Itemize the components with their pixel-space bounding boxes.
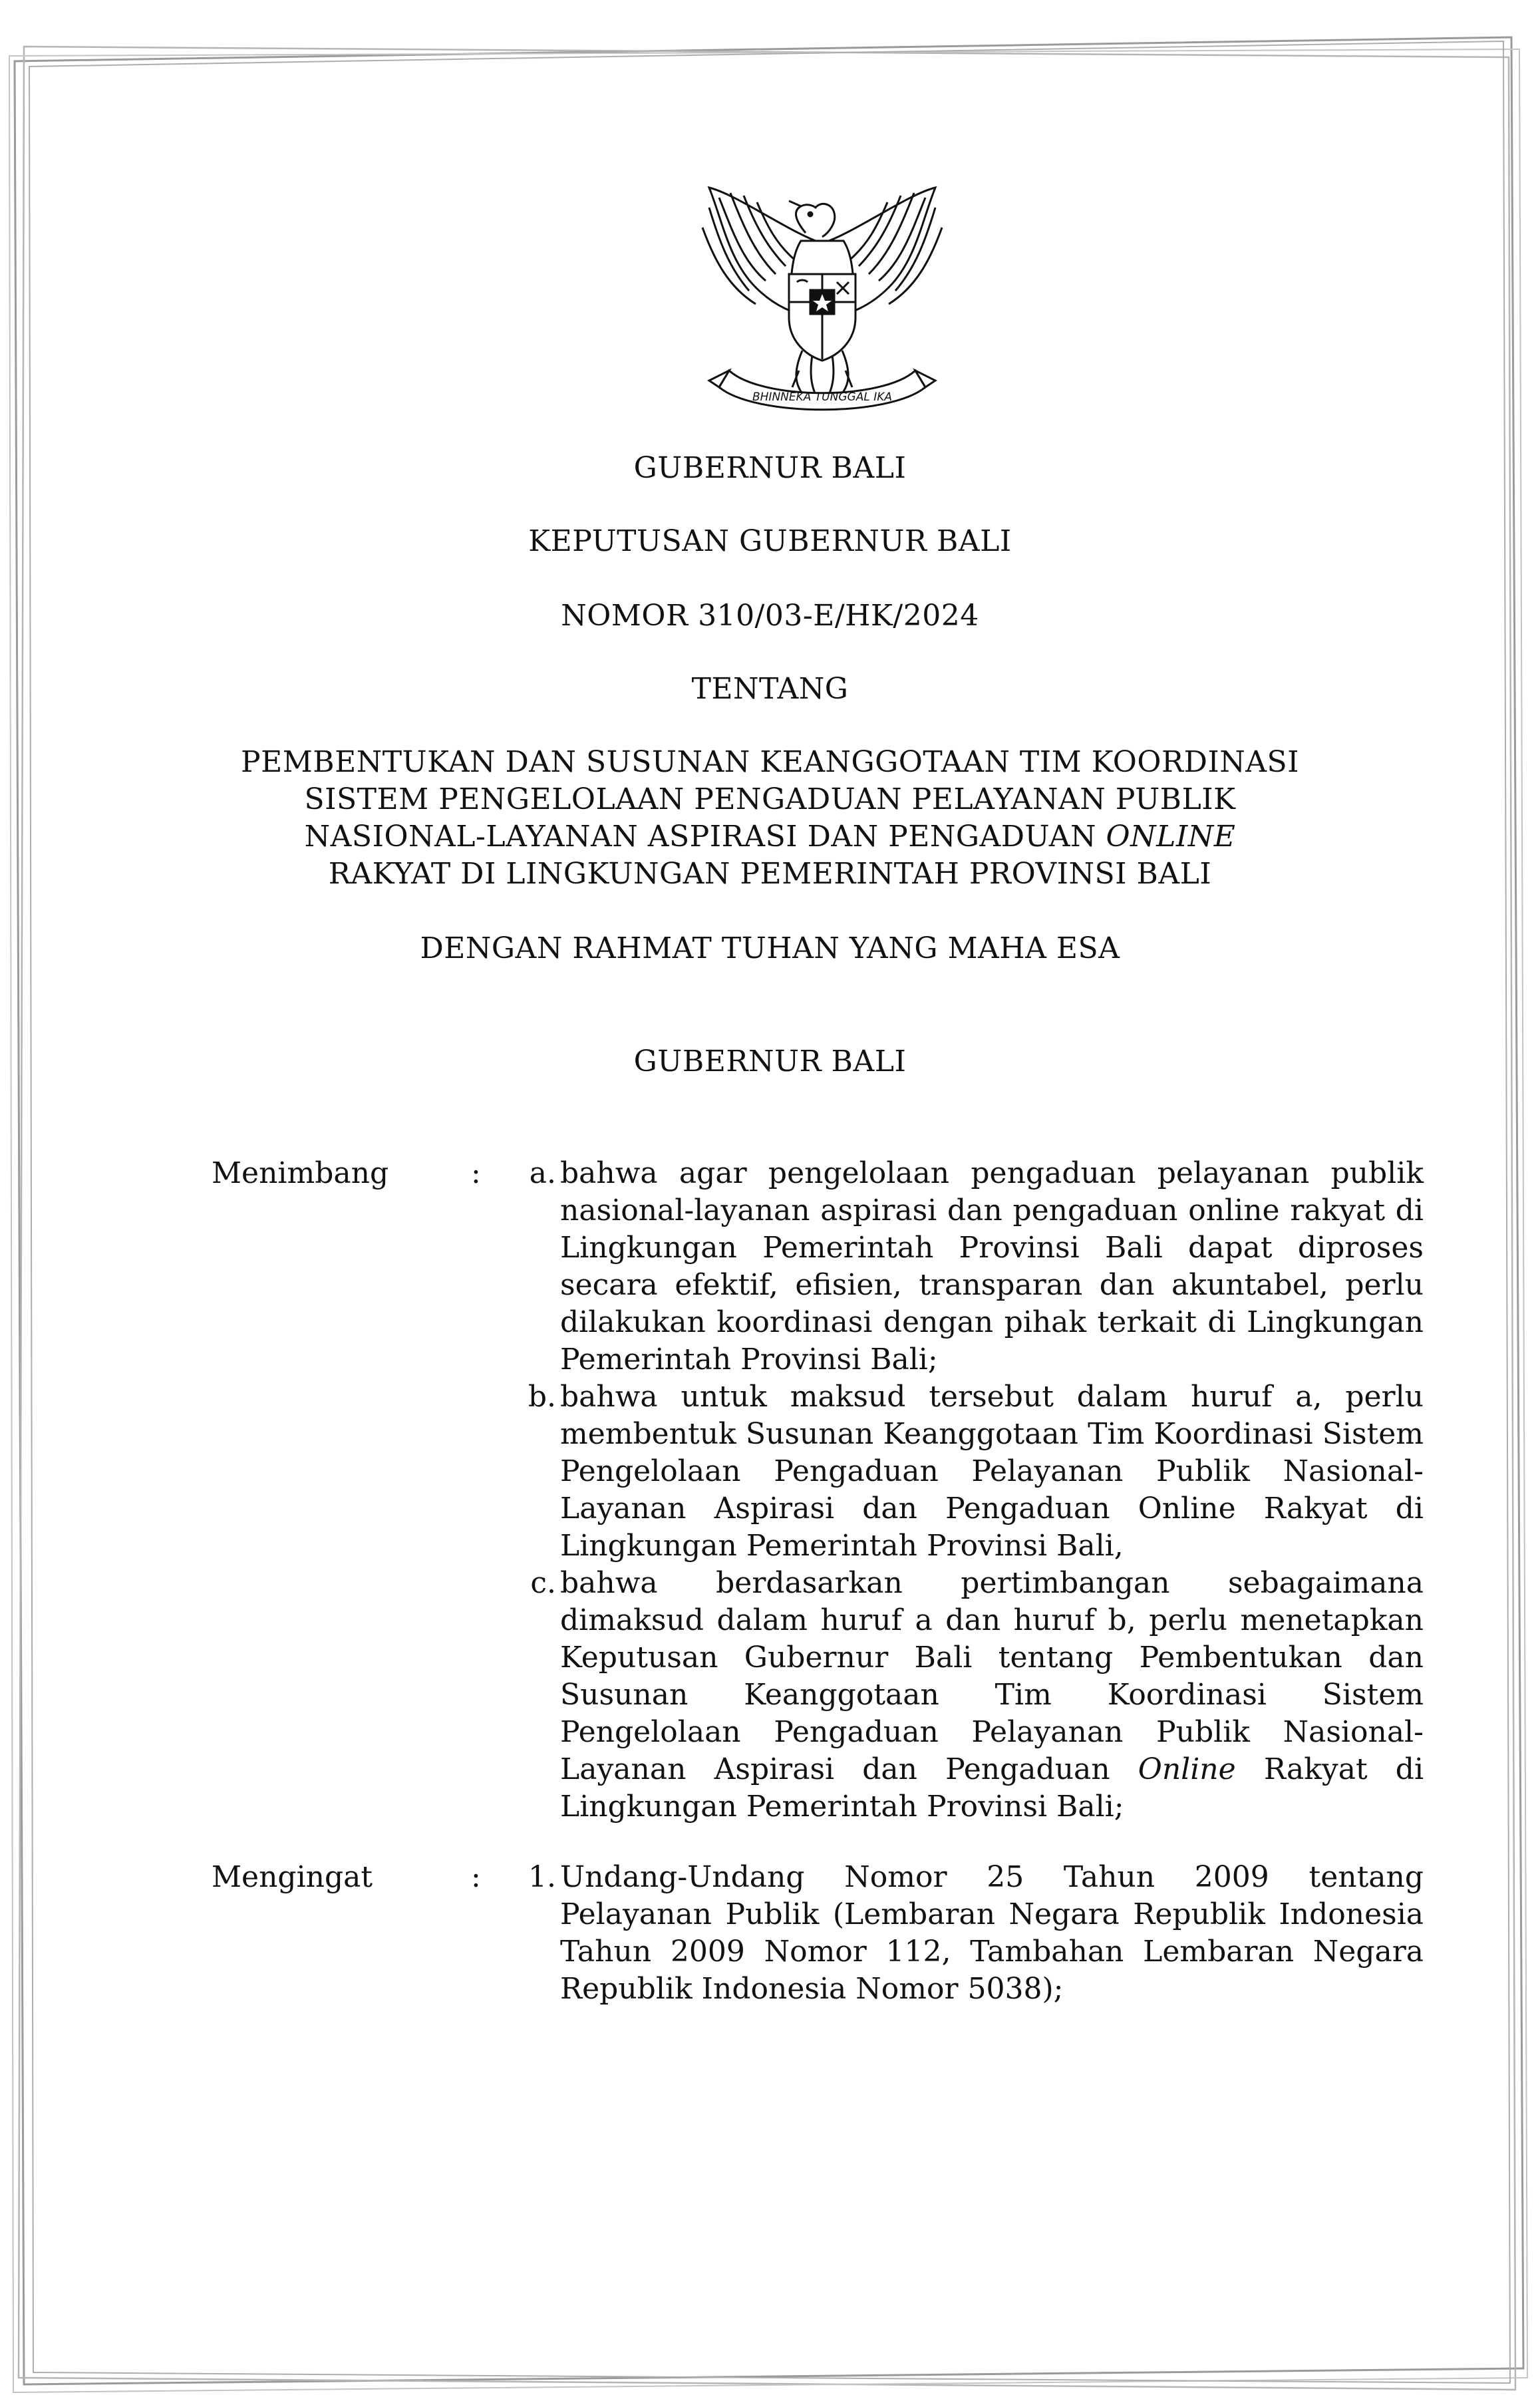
decree-number: NOMOR 310/03-E/HK/2024 [561,599,979,633]
about-heading: TENTANG [691,672,849,706]
menimbang-item-b-marker: b. [528,1380,556,1414]
decree-title-line-1: PEMBENTUKAN DAN SUSUNAN KEANGGOTAAN TIM KOORDINASI [240,745,1300,779]
menimbang-item-a-marker: a. [529,1156,556,1190]
mengingat-label: Mengingat [212,1860,373,1894]
issuer-title: GUBERNUR BALI [633,451,907,485]
menimbang-item-c-text-after: Rakyat di Lingkungan Pemerintah Provinsi Bali; [560,1752,1424,1824]
mengingat-item-1-marker: 1. [528,1860,556,1894]
menimbang-item-c-online-italic: Online [1138,1752,1236,1786]
decree-title-line-3-text: NASIONAL-LAYANAN ASPIRASI DAN PENGADUAN [304,820,1106,854]
menimbang-item-a-text: bahwa agar pengelolaan pengaduan pelayanan publik nasional-layanan aspirasi dan pengaduan online rakyat di Lingkungan Pemerintah Provinsi Bali dapat diproses secara efektif, efisien, transparan dan akuntabel, perlu dilakukan koordinasi dengan pihak terkait di Lingkungan Pemerintah Provinsi Bali; [560,1156,1424,1376]
menimbang-item-c-text [560,1565,1424,1826]
garuda-pancasila-emblem-icon [683,181,962,427]
decree-title [0,744,1540,893]
emblem-motto: BHINNEKA TUNGGAL IKA [752,391,893,404]
decree-title-online-italic: ONLINE [1106,820,1236,854]
decree-title-line-3 [0,818,1540,856]
menimbang-item-b-text: bahwa untuk maksud tersebut dalam huruf a, perlu membentuk Susunan Keanggotaan Tim Koordinasi Sistem Pengelolaan Pengaduan Pelayanan Publik Nasional-Layanan Aspirasi dan Pengaduan Online Rakyat di Lingkungan Pemerintah Provinsi Bali, [560,1380,1424,1563]
menimbang-label: Menimbang [212,1156,389,1190]
menimbang-colon: : [471,1156,481,1190]
decree-type: KEPUTUSAN GUBERNUR BALI [528,524,1012,558]
menimbang-item-c-marker: c. [530,1566,556,1600]
mengingat-colon: : [471,1860,481,1894]
decree-title-line-4: RAKYAT DI LINGKUNGAN PEMERINTAH PROVINSI BALI [328,857,1212,891]
invocation: DENGAN RAHMAT TUHAN YANG MAHA ESA [420,931,1120,965]
mengingat-item-1-text: Undang-Undang Nomor 25 Tahun 2009 tentang Pelayanan Publik (Lembaran Negara Republik Indonesia Tahun 2009 Nomor 112, Tambahan Lembaran Negara Republik Indonesia Nomor 5038); [560,1860,1424,2006]
office-heading: GUBERNUR BALI [633,1044,907,1078]
menimbang-item-c-text-before: bahwa berdasarkan pertimbangan sebagaimana dimaksud dalam huruf a dan huruf b, perlu menetapkan Keputusan Gubernur Bali tentang Pembentukan dan Susunan Keanggotaan Tim Koordinasi Sistem Pengelolaan Pengaduan Pelayanan Publik Nasional-Layanan Aspirasi dan Pengaduan [560,1566,1424,1786]
decree-title-line-2: SISTEM PENGELOLAAN PENGADUAN PELAYANAN PUBLIK [304,782,1236,816]
